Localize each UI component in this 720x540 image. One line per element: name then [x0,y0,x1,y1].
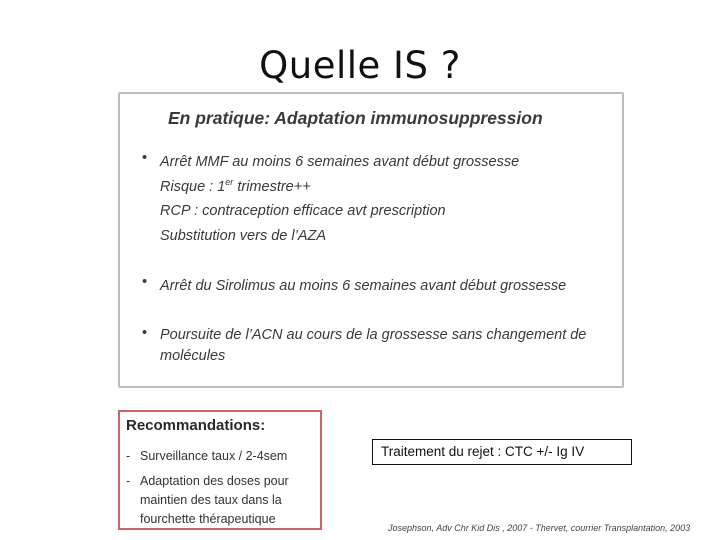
practice-panel [118,92,624,388]
bullet-acn-line2: molécules [160,348,226,364]
bullet-dot: • [142,325,148,341]
bullet-sirolimus-line1: Arrêt du Sirolimus au moins 6 semaines avant début grossesse [160,278,567,294]
bullet-mmf-line3: RCP : contraception efficace avt prescription [160,203,446,219]
bullet-mmf-line2: Risque : 1er trimestre++ [160,176,311,195]
bullet-dot: • [142,150,148,166]
slide-title: Quelle IS ? [259,44,461,87]
bullet-mmf-line1: Arrêt MMF au moins 6 semaines avant début grossesse [160,154,520,170]
citation: Josephson, Adv Chr Kid Dis , 2007 - Thervet, courrier Transplantation, 2003 [388,523,691,533]
bullet-acn-line1: Poursuite de l’ACN au cours de la grossesse sans changement de [160,327,587,343]
recommendations-box: Recommandations: - Surveillance taux / 2-4sem - Adaptation des doses pour maintien des taux dans la fourchette thérapeutique [118,410,322,530]
bullet-dot: • [142,274,148,290]
recommendations-title: Recommandations: [126,417,266,434]
practice-heading: En pratique: Adaptation immunosuppression [168,108,543,128]
bullet-mmf-line4: Substitution vers de l’AZA [160,227,327,244]
rejection-treatment-box: Traitement du rejet : CTC +/- Ig IV [372,439,632,465]
